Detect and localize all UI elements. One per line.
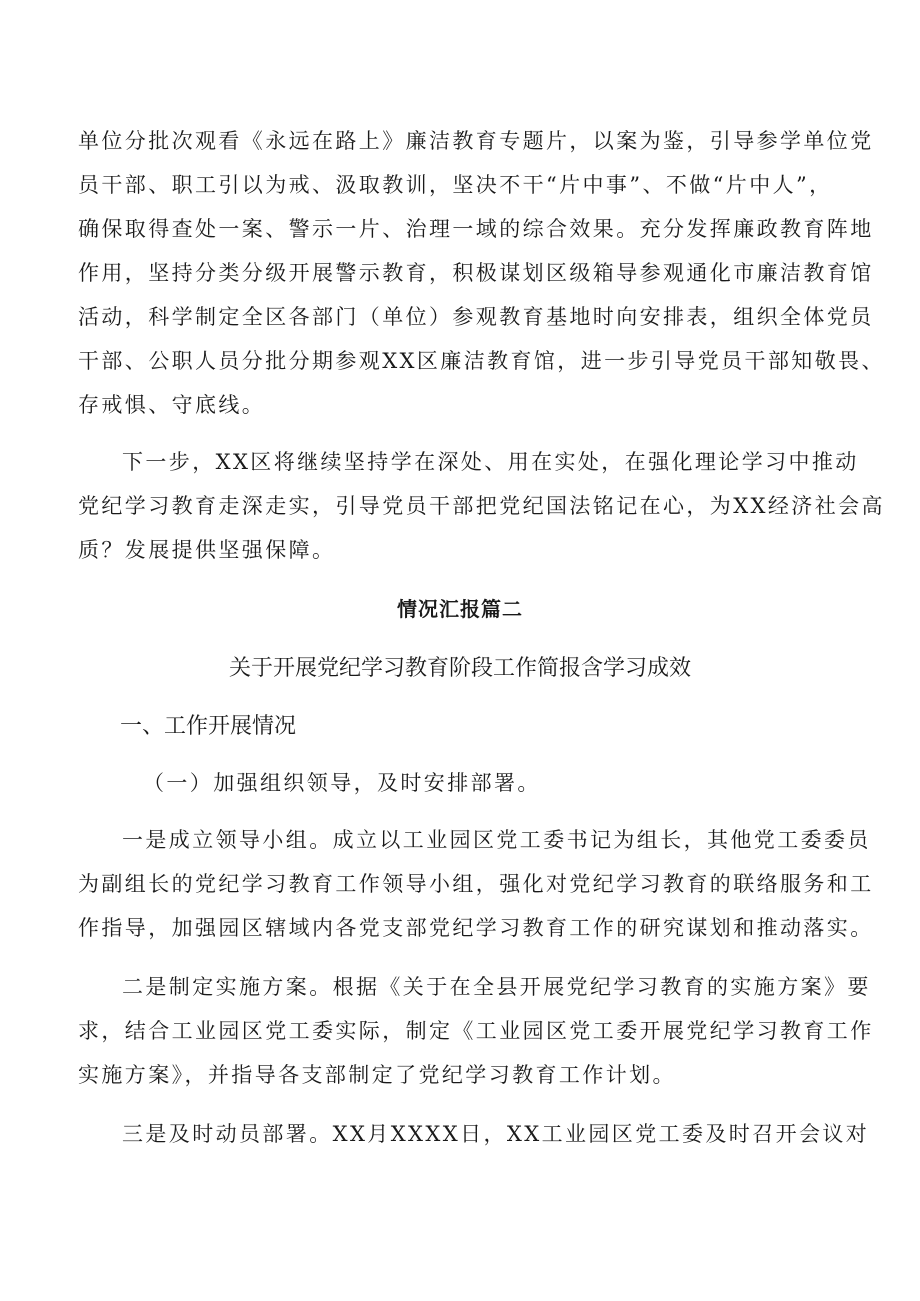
paragraph-line: 求，结合工业园区党工委实际，制定《工业园区党工委开展党纪学习教育工作 [78, 1019, 874, 1043]
paragraph-line: 单位分批次观看《永远在路上》廉洁教育专题片，以案为鉴，引导参学单位党 [78, 129, 874, 153]
section-title: 情况汇报篇二 [397, 597, 523, 621]
paragraph-line: 作指导，加强园区辖域内各党支部党纪学习教育工作的研究谋划和推动落实。 [78, 916, 874, 940]
paragraph-line: 员干部、职工引以为戒、汲取教训，坚决不干“片中事”、不做“片中人”， [78, 173, 833, 197]
document-subtitle: 关于开展党纪学习教育阶段工作简报含学习成效 [228, 656, 691, 681]
paragraph-line: 确保取得查处一案、警示一片、治理一域的综合效果。充分发挥廉政教育阵地 [78, 217, 874, 241]
paragraph-line: 存戒惧、守底线。 [78, 393, 266, 417]
paragraph-line: 作用，坚持分类分级开展警示教育，积极谋划区级箱导参观通化市廉洁教育馆 [78, 261, 874, 285]
paragraph-line: 活动，科学制定全区各部门（单位）参观教育基地时向安排表，组织全体党员 [78, 305, 874, 329]
section-heading: 一、工作开展情况 [120, 714, 297, 739]
subsection-heading: （一）加强组织领导，及时安排部署。 [143, 771, 541, 795]
paragraph-line: 一是成立领导小组。成立以工业园区党工委书记为组长，其他党工委委员 [122, 828, 871, 852]
paragraph-line: 质？发展提供坚强保障。 [78, 538, 336, 562]
paragraph-line: 党纪学习教育走深走实，引导党员干部把党纪国法铭记在心，为XX经济社会高 [78, 494, 885, 518]
paragraph-line: 干部、公职人员分批分期参观XX区廉洁教育馆，进一步引导党员干部知敬畏、 [78, 349, 885, 373]
paragraph-line: 三是及时动员部署。XX月XXXX日，XX工业园区党工委及时召开会议对 [122, 1122, 870, 1146]
paragraph-line: 为副组长的党纪学习教育工作领导小组，强化对党纪学习教育的联络服务和工 [78, 872, 874, 896]
paragraph-line: 实施方案》，并指导各支部制定了党纪学习教育工作计划。 [78, 1063, 676, 1087]
paragraph-line: 二是制定实施方案。根据《关于在全县开展党纪学习教育的实施方案》要 [122, 975, 871, 999]
paragraph-line: 下一步，XX区将继续坚持学在深处、用在实处，在强化理论学习中推动 [122, 450, 859, 474]
